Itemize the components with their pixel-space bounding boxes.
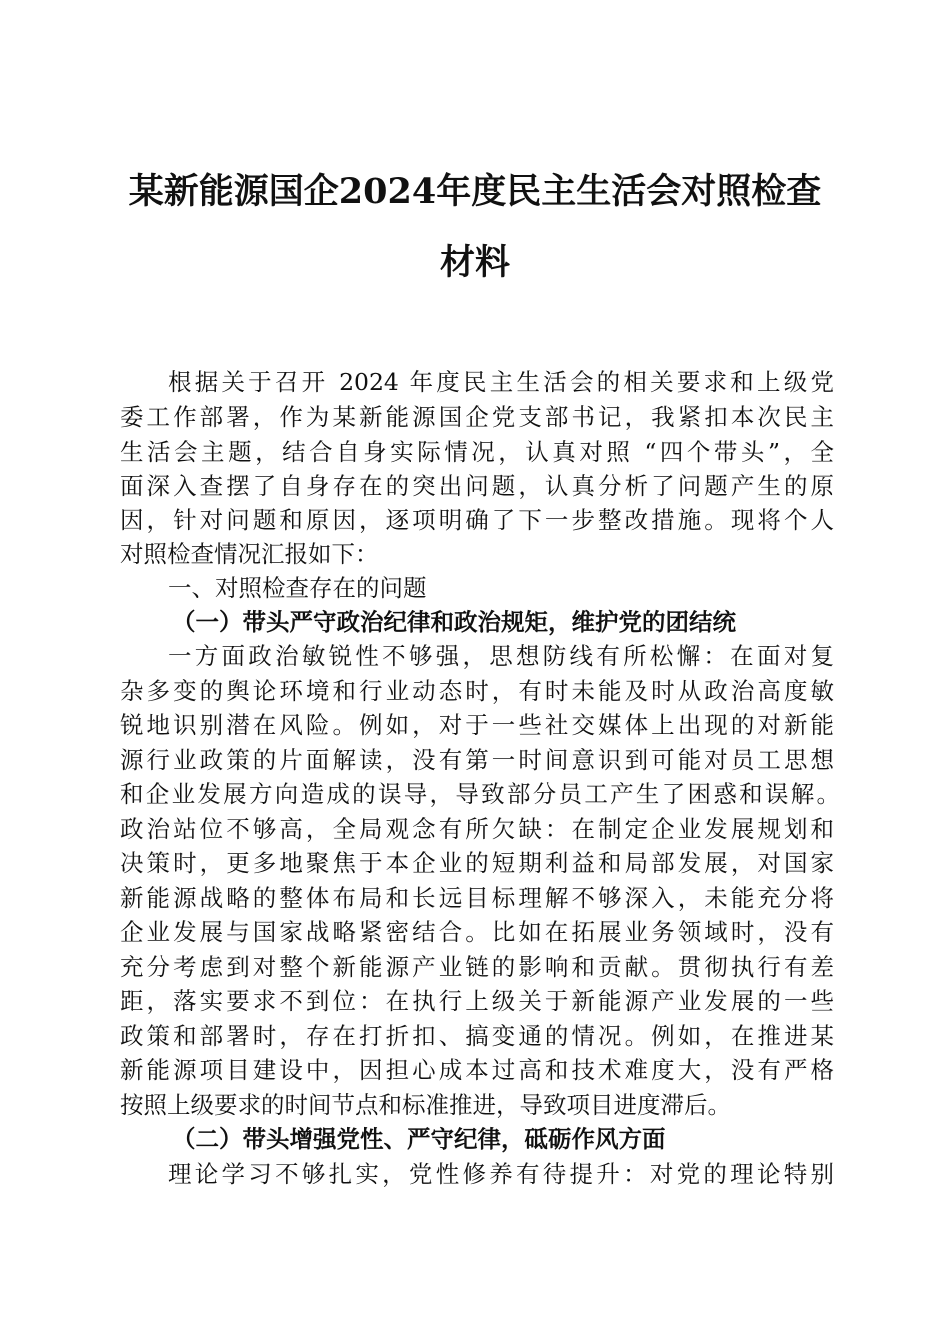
paragraph-line: 委工作部署，作为某新能源国企党支部书记，我紧扣本次民主 xyxy=(120,403,834,431)
paragraph-line: 政策和部署时，存在打折扣、搞变通的情况。例如，在推进某 xyxy=(120,1022,834,1050)
paragraph-line: 和企业发展方向造成的误导，导致部分员工产生了困惑和误解。 xyxy=(120,780,840,808)
paragraph-line: 锐地识别潜在风险。例如，对于一些社交媒体上出现的对新能 xyxy=(120,711,834,739)
paragraph-line: 企业发展与国家战略紧密结合。比如在拓展业务领域时，没有 xyxy=(120,918,834,946)
paragraph-line: 按照上级要求的时间节点和标准推进，导致项目进度滞后。 xyxy=(120,1091,731,1119)
paragraph-line: 新能源战略的整体布局和长远目标理解不够深入，未能充分将 xyxy=(120,884,834,912)
paragraph-line: 生活会主题，结合自身实际情况，认真对照 “四个带头”，全 xyxy=(120,438,834,466)
paragraph-line: 因，针对问题和原因，逐项明确了下一步整改措施。现将个人 xyxy=(120,506,834,534)
paragraph-line: 决策时，更多地聚焦于本企业的短期利益和局部发展，对国家 xyxy=(120,849,834,877)
paragraph-line: 新能源项目建设中，因担心成本过高和技术难度大，没有严格 xyxy=(120,1056,834,1084)
document-title-line-1: 某新能源国企2024年度民主生活会对照检查 xyxy=(128,171,822,212)
paragraph-line: 一方面政治敏锐性不够强，思想防线有所松懈：在面对复 xyxy=(168,642,834,670)
paragraph-line: 理论学习不够扎实，党性修养有待提升：对党的理论特别 xyxy=(168,1160,834,1188)
subsection-heading: （一）带头严守政治纪律和政治规矩，维护党的团结统 xyxy=(172,608,736,636)
paragraph-line: 政治站位不够高，全局观念有所欠缺：在制定企业发展规划和 xyxy=(120,815,834,843)
paragraph-line: 充分考虑到对整个新能源产业链的影响和贡献。贯彻执行有差 xyxy=(120,953,834,981)
paragraph-line: 杂多变的舆论环境和行业动态时，有时未能及时从政治高度敏 xyxy=(120,677,834,705)
section-heading: 一、对照检查存在的问题 xyxy=(168,574,427,602)
paragraph-line: 根据关于召开 2024 年度民主生活会的相关要求和上级党 xyxy=(168,368,834,396)
paragraph-line: 源行业政策的片面解读，没有第一时间意识到可能对员工思想 xyxy=(120,746,834,774)
paragraph-line: 面深入查摆了自身存在的突出问题，认真分析了问题产生的原 xyxy=(120,472,834,500)
subsection-heading: （二）带头增强党性、严守纪律，砥砺作风方面 xyxy=(172,1125,666,1153)
paragraph-line: 距，落实要求不到位：在执行上级关于新能源产业发展的一些 xyxy=(120,987,834,1015)
paragraph-line: 对照检查情况汇报如下： xyxy=(120,540,379,568)
document-title-line-2: 材料 xyxy=(439,242,510,283)
